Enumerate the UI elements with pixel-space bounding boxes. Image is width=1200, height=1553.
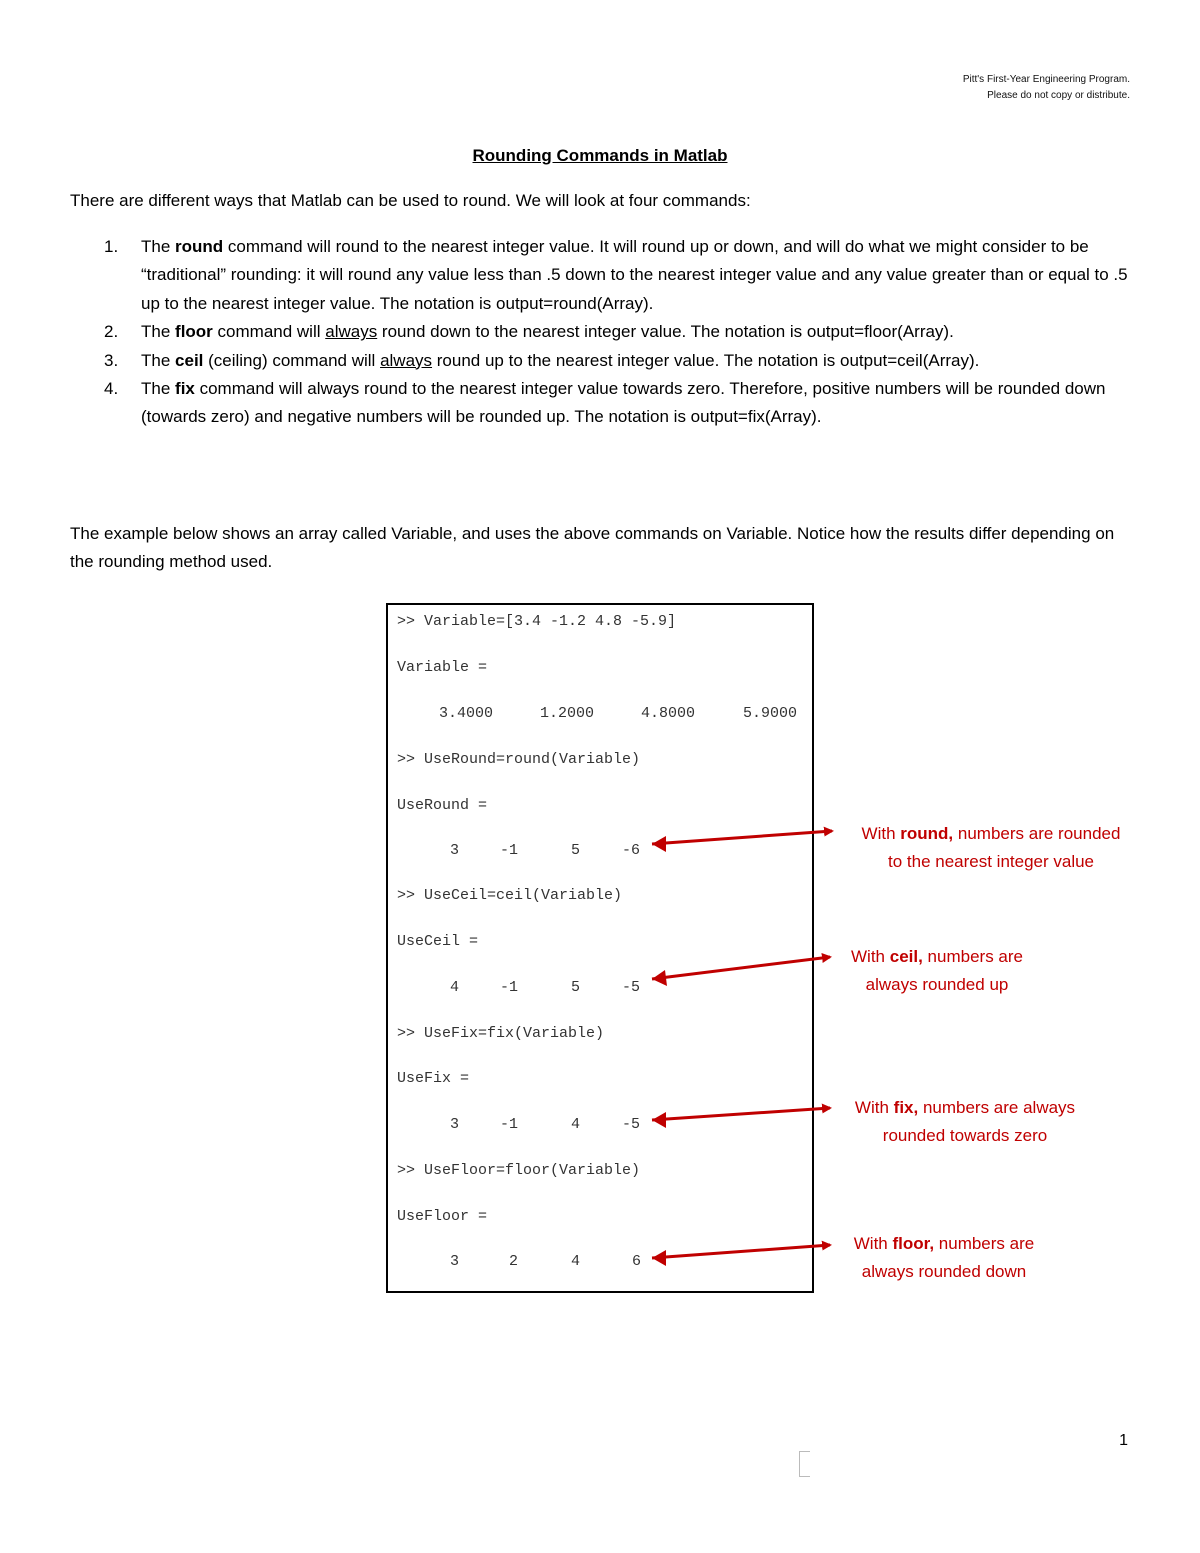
annotation-line: always rounded up <box>865 975 1009 995</box>
arrow-round <box>652 831 832 844</box>
console-value: 3 <box>450 1253 460 1270</box>
annotation-line <box>832 1094 1098 1122</box>
console-command: >> UseFix=fix(Variable) <box>397 1025 605 1042</box>
emphasis-always: always <box>325 322 378 342</box>
annotation-text: With <box>853 1234 893 1253</box>
page-number: 1 <box>1119 1432 1128 1449</box>
annotation-line <box>832 943 1042 971</box>
console-value: 4 <box>571 1253 581 1270</box>
keyword-round: round <box>175 237 224 256</box>
console-value: -5 <box>622 979 641 996</box>
arrow-floor <box>652 1245 830 1258</box>
console-value: 5.9000 <box>743 705 798 722</box>
list-text: The <box>141 350 176 370</box>
page-title: Rounding Commands in Matlab <box>472 146 728 165</box>
list-text: (ceiling) command will <box>203 350 381 370</box>
annotation-line: to the nearest integer value <box>887 852 1095 872</box>
annotation-line: rounded towards zero <box>882 1126 1048 1146</box>
annotation-text: numbers are <box>934 1234 1035 1253</box>
console-value: 5 <box>571 842 581 859</box>
list-text: The <box>141 379 176 399</box>
list-number: 2. <box>104 322 119 342</box>
list-text: command will always round to the nearest integer value towards zero. Therefore, positive numbers will be rounded down (towards zero) and negative numbers will be rounded up. The notation is output=fix(Array). <box>141 379 1106 427</box>
emphasis-always: always <box>380 350 433 370</box>
console-value: -1 <box>500 979 519 996</box>
console-output-label: UseRound = <box>397 797 488 814</box>
console-value: 3.4000 <box>439 705 494 722</box>
list-number: 4. <box>104 379 119 399</box>
list-text: command will <box>212 322 326 342</box>
annotation-keyword: ceil, <box>889 947 923 966</box>
annotation-ceil <box>832 943 1042 1000</box>
arrow-fix <box>652 1108 830 1120</box>
list-text: The <box>141 237 176 256</box>
list-text: command will round to the nearest integer value. It will round up or down, and will do what we might consider to be “traditional” rounding: it will round any value less than .5 down to the nearest integer value and any value greater than or equal to .5 up to the nearest integer value. The notation is output=round(Array). <box>141 237 1128 313</box>
console-value: -1 <box>500 842 519 859</box>
arrow-ceil <box>652 957 830 979</box>
console-output-label: UseFloor = <box>397 1208 488 1225</box>
console-output-label: Variable = <box>397 659 488 676</box>
annotation-text: numbers are rounded <box>953 824 1121 843</box>
console-value: 5 <box>571 979 581 996</box>
annotation-line: always rounded down <box>861 1262 1027 1282</box>
annotation-keyword: round, <box>900 824 954 843</box>
annotation-text: numbers are <box>922 947 1023 966</box>
console-value: 6 <box>632 1253 642 1270</box>
list-number: 1. <box>104 237 119 256</box>
console-value: 3 <box>450 842 460 859</box>
keyword-floor: floor <box>175 322 213 342</box>
annotation-text: With <box>861 824 901 843</box>
annotation-floor <box>832 1230 1056 1287</box>
header-notice: Please do not copy or distribute. <box>987 90 1130 101</box>
header-program: Pitt's First-Year Engineering Program. <box>962 74 1130 85</box>
keyword-ceil: ceil <box>175 350 204 370</box>
console-value: 1.2000 <box>540 705 595 722</box>
keyword-fix: fix <box>175 379 195 399</box>
annotation-line <box>832 1230 1056 1258</box>
annotation-line <box>836 820 1146 848</box>
example-paragraph: The example below shows an array called Variable, and uses the above commands on Variable. Notice how the results differ depending on the rounding method used. <box>70 524 1115 572</box>
console-command: >> UseFloor=floor(Variable) <box>397 1162 641 1179</box>
console-command: >> Variable=[3.4 -1.2 4.8 -5.9] <box>397 613 677 630</box>
console-value: -1 <box>500 1116 519 1133</box>
console-value: -6 <box>622 842 641 859</box>
console-command: >> UseRound=round(Variable) <box>397 751 641 768</box>
annotation-round <box>836 820 1146 877</box>
annotation-fix <box>832 1094 1098 1151</box>
annotation-text: With <box>851 947 890 966</box>
console-output-label: UseFix = <box>397 1070 470 1087</box>
console-value: 3 <box>450 1116 460 1133</box>
list-number: 3. <box>104 350 119 370</box>
console-value: 4.8000 <box>641 705 696 722</box>
console-value: 4 <box>571 1116 581 1133</box>
list-text: round up to the nearest integer value. The notation is output=ceil(Array). <box>432 350 980 370</box>
annotation-keyword: floor, <box>892 1234 935 1253</box>
console-command: >> UseCeil=ceil(Variable) <box>397 887 623 904</box>
list-text: The <box>141 322 176 342</box>
annotation-text: numbers are always <box>918 1098 1076 1117</box>
console-value: -5 <box>622 1116 641 1133</box>
list-text: round down to the nearest integer value. The notation is output=floor(Array). <box>377 322 954 342</box>
annotation-text: With <box>854 1098 894 1117</box>
console-output-label: UseCeil = <box>397 933 479 950</box>
annotation-keyword: fix, <box>893 1098 919 1117</box>
console-value: 2 <box>509 1253 519 1270</box>
console-value: 4 <box>450 979 460 996</box>
intro-paragraph: There are different ways that Matlab can be used to round. We will look at four commands: <box>70 191 751 210</box>
